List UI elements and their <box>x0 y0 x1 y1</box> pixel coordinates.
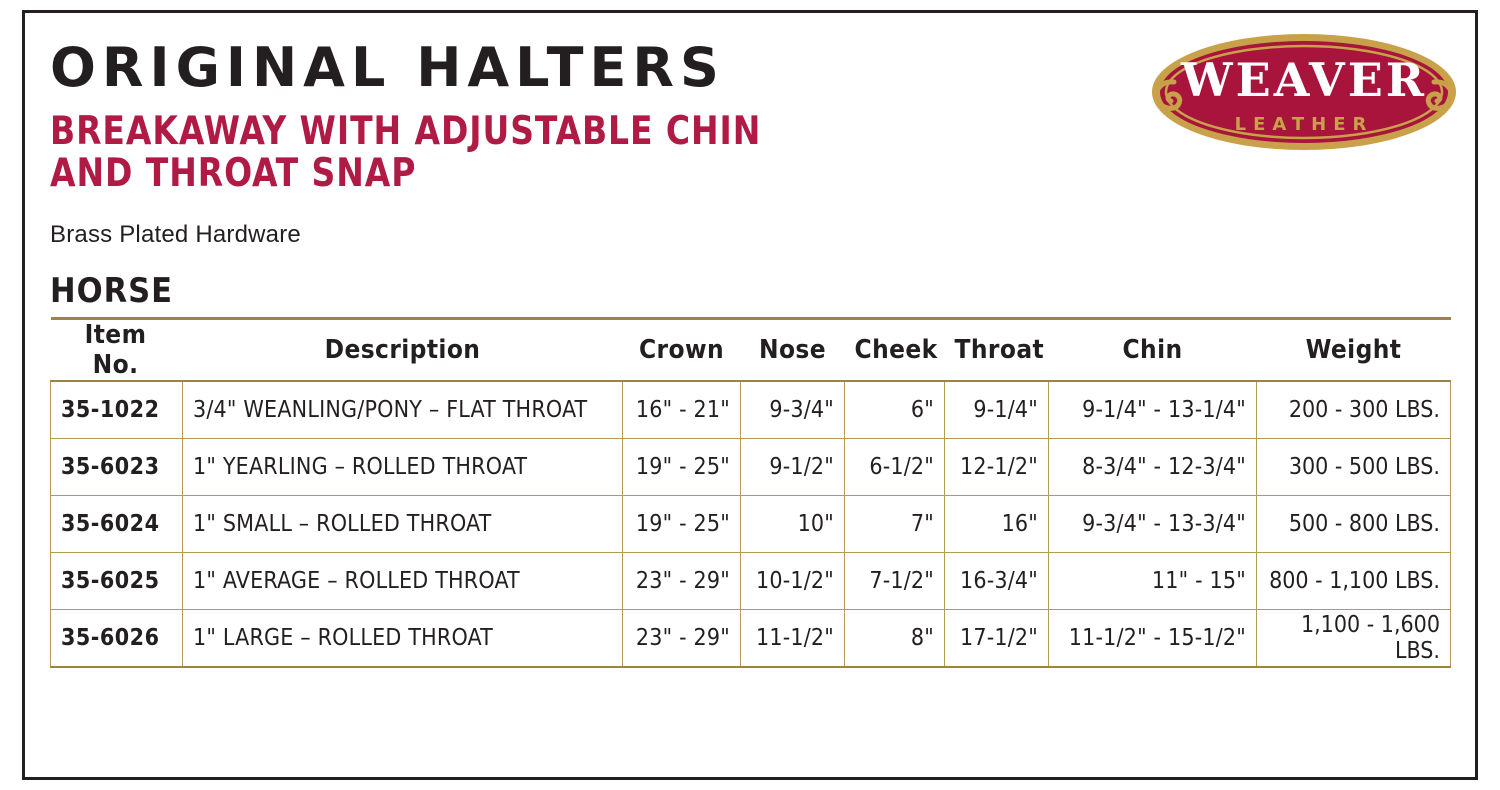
cell-cheek: 8" <box>845 609 945 667</box>
cell-item-no: 35-6026 <box>51 609 183 667</box>
cell-crown: 19" - 25" <box>623 495 741 552</box>
cell-throat: 16" <box>945 495 1049 552</box>
cell-nose: 9-1/2" <box>741 438 845 495</box>
cell-item-no: 35-6024 <box>51 495 183 552</box>
cell-cheek: 6-1/2" <box>845 438 945 495</box>
cell-chin: 9-3/4" - 13-3/4" <box>1049 495 1257 552</box>
hardware-note: Brass Plated Hardware <box>50 220 301 248</box>
sheet-content <box>50 36 1450 668</box>
column-header-cheek: Cheek <box>845 318 945 381</box>
cell-chin: 8-3/4" - 12-3/4" <box>1049 438 1257 495</box>
table-body <box>51 381 1451 667</box>
cell-nose: 9-3/4" <box>741 381 845 439</box>
column-header-description: Description <box>183 318 623 381</box>
table-row <box>51 495 1451 552</box>
cell-crown: 16" - 21" <box>623 381 741 439</box>
table-header <box>51 318 1451 381</box>
cell-weight: 800 - 1,100 LBS. <box>1257 552 1451 609</box>
cell-description: 3/4" WEANLING/PONY – FLAT THROAT <box>183 381 623 439</box>
cell-cheek: 7" <box>845 495 945 552</box>
column-header-nose: Nose <box>741 318 845 381</box>
cell-chin: 9-1/4" - 13-1/4" <box>1049 381 1257 439</box>
column-header-chin: Chin <box>1049 318 1257 381</box>
cell-cheek: 6" <box>845 381 945 439</box>
cell-description: 1" AVERAGE – ROLLED THROAT <box>183 552 623 609</box>
cell-nose: 11-1/2" <box>741 609 845 667</box>
logo-tagline-text: LEATHER <box>1234 114 1374 135</box>
cell-item-no: 35-1022 <box>51 381 183 439</box>
category-heading: HORSE <box>50 270 174 311</box>
column-header-crown: Crown <box>623 318 741 381</box>
cell-item-no: 35-6025 <box>51 552 183 609</box>
table-row <box>51 438 1451 495</box>
logo-brand-text: WEAVER <box>1180 53 1428 107</box>
cell-nose: 10-1/2" <box>741 552 845 609</box>
cell-item-no: 35-6023 <box>51 438 183 495</box>
column-header-item-no: Item No. <box>51 318 183 381</box>
cell-crown: 19" - 25" <box>623 438 741 495</box>
cell-weight: 1,100 - 1,600 LBS. <box>1257 609 1451 667</box>
cell-cheek: 7-1/2" <box>845 552 945 609</box>
cell-crown: 23" - 29" <box>623 609 741 667</box>
cell-chin: 11-1/2" - 15-1/2" <box>1049 609 1257 667</box>
cell-weight: 500 - 800 LBS. <box>1257 495 1451 552</box>
specifications-table <box>50 317 1451 668</box>
page-subtitle: BREAKAWAY WITH ADJUSTABLE CHIN AND THROAT SNAP <box>50 108 762 196</box>
cell-throat: 16-3/4" <box>945 552 1049 609</box>
cell-description: 1" YEARLING – ROLLED THROAT <box>183 438 623 495</box>
cell-weight: 300 - 500 LBS. <box>1257 438 1451 495</box>
table-row <box>51 381 1451 439</box>
cell-throat: 17-1/2" <box>945 609 1049 667</box>
cell-nose: 10" <box>741 495 845 552</box>
cell-weight: 200 - 300 LBS. <box>1257 381 1451 439</box>
cell-crown: 23" - 29" <box>623 552 741 609</box>
table-row <box>51 609 1451 667</box>
cell-throat: 12-1/2" <box>945 438 1049 495</box>
page-title: ORIGINAL HALTERS <box>50 36 725 99</box>
cell-description: 1" SMALL – ROLLED THROAT <box>183 495 623 552</box>
column-header-throat: Throat <box>945 318 1049 381</box>
cell-description: 1" LARGE – ROLLED THROAT <box>183 609 623 667</box>
cell-throat: 9-1/4" <box>945 381 1049 439</box>
table-header-row <box>51 318 1451 381</box>
column-header-weight: Weight <box>1257 318 1451 381</box>
cell-chin: 11" - 15" <box>1049 552 1257 609</box>
table-row <box>51 552 1451 609</box>
